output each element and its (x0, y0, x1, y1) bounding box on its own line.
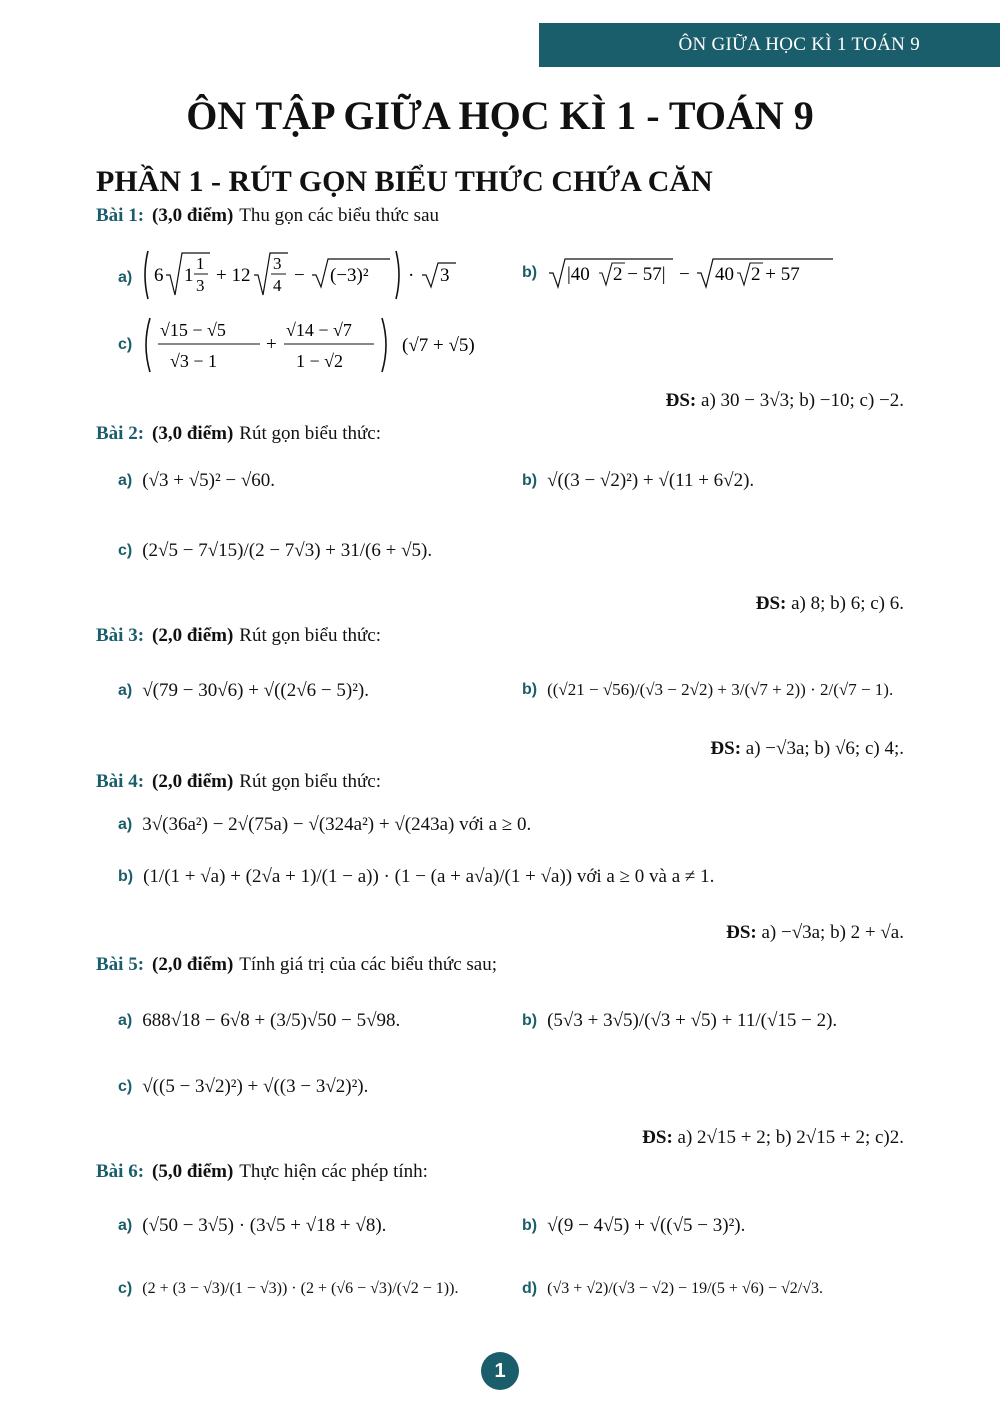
svg-text:3: 3 (196, 276, 205, 295)
item-label: a) (118, 472, 133, 489)
problem-6-heading (96, 1161, 428, 1183)
problem-6-item-a (118, 1215, 386, 1237)
problem-5-item-c (118, 1076, 368, 1098)
svg-text:4: 4 (273, 276, 282, 295)
answer-label: ĐS: (642, 1127, 673, 1148)
problem-6-item-d (522, 1280, 823, 1298)
problem-label: Bài 5: (96, 954, 145, 975)
svg-text:+: + (266, 334, 277, 355)
problem-points: (2,0 điểm) (152, 625, 234, 646)
item-expression: (√3 + √2)/(√3 − √2) − 19/(5 + √6) − √2/√3. (547, 1280, 823, 1297)
item-label: b) (522, 472, 538, 489)
svg-text:(√7 + √5): (√7 + √5) (402, 335, 475, 356)
problem-5-item-a (118, 1010, 400, 1032)
problem-points: (5,0 điểm) (152, 1161, 234, 1182)
problem-2-answer (756, 593, 904, 615)
problem-5-item-b (522, 1010, 837, 1032)
answer-label: ĐS: (665, 390, 697, 411)
item-label: a) (118, 816, 133, 833)
page-number-badge: 1 (481, 1352, 519, 1390)
svg-text:√3 − 1: √3 − 1 (170, 351, 218, 371)
item-expression: √((3 − √2)²) + √(11 + 6√2). (547, 470, 755, 491)
problem-1-answer (666, 390, 904, 412)
item-expression: (1/(1 + √a) + (2√a + 1)/(1 − a)) · (1 − (a + a√a)/(1 + √a)) với a ≥ 0 và a ≠ 1. (143, 866, 715, 887)
svg-text:1: 1 (184, 265, 194, 286)
problem-text: Thực hiện các phép tính: (239, 1161, 428, 1182)
item-label: c) (118, 336, 133, 353)
item-expression: √(9 − 4√5) + √((√5 − 3)²). (547, 1215, 746, 1236)
item-expression: ((√21 − √56)/(√3 − 2√2) + 3/(√7 + 2)) · 2/(√7 − 1). (547, 680, 894, 699)
answer-text: a) 30 − 3√3; b) −10; c) −2. (701, 390, 904, 411)
problem-3-item-b (522, 680, 893, 700)
item-expression: (√3 + √5)² − √60. (142, 470, 276, 491)
math-expression-svg (547, 255, 837, 291)
item-label: b) (522, 681, 538, 698)
svg-text:3: 3 (440, 265, 450, 286)
answer-text: a) −√3a; b) √6; c) 4;. (745, 738, 904, 759)
problem-2-item-b (522, 470, 754, 492)
svg-text:40: 40 (715, 264, 735, 285)
item-label: c) (118, 542, 133, 559)
problem-text: Rút gọn biểu thức: (239, 771, 381, 792)
answer-label: ĐS: (755, 593, 787, 614)
answer-text: a) −√3a; b) 2 + √a. (761, 922, 904, 943)
item-label: b) (522, 264, 538, 281)
item-expression: √((5 − 3√2)²) + √((3 − 3√2)²). (142, 1076, 369, 1097)
header-tag: ÔN GIỮA HỌC KÌ 1 TOÁN 9 (539, 23, 1000, 67)
svg-text:3: 3 (273, 254, 282, 273)
svg-text:√14 − √7: √14 − √7 (286, 320, 353, 340)
problem-4-heading (96, 771, 381, 793)
problem-2-item-c (118, 540, 432, 562)
item-label: a) (118, 1217, 133, 1234)
item-expression: 688√18 − 6√8 + (3/5)√50 − 5√98. (142, 1010, 401, 1031)
item-expression: (2√5 − 7√15)/(2 − 7√3) + 31/(6 + √5). (142, 540, 433, 561)
svg-text:1 − √2: 1 − √2 (296, 351, 344, 371)
item-expression (142, 245, 482, 311)
problem-points: (3,0 điểm) (152, 205, 234, 226)
item-label: b) (522, 1217, 538, 1234)
answer-label: ĐS: (726, 922, 757, 943)
item-expression: (5√3 + 3√5)/(√3 + √5) + 11/(√15 − 2). (547, 1010, 838, 1031)
problem-2-heading (96, 423, 381, 445)
problem-points: (2,0 điểm) (152, 771, 234, 792)
svg-text:2 + 57: 2 + 57 (751, 264, 800, 285)
item-label: b) (118, 868, 134, 885)
item-expression: (2 + (3 − √3)/(1 − √3)) · (2 + (√6 − √3)/(√2 − 1)). (142, 1280, 459, 1297)
svg-text:−: − (294, 265, 305, 286)
problem-3-answer (710, 738, 904, 760)
svg-text:1: 1 (196, 254, 205, 273)
item-label: a) (118, 269, 133, 286)
problem-label: Bài 6: (96, 1161, 145, 1182)
problem-3-item-a (118, 680, 369, 702)
item-label: a) (118, 682, 133, 699)
problem-points: (3,0 điểm) (152, 423, 234, 444)
math-expression-svg (142, 314, 522, 376)
problem-text: Rút gọn biểu thức: (239, 423, 381, 444)
problem-text: Thu gọn các biểu thức sau (239, 205, 440, 226)
item-expression: 3√(36a²) − 2√(75a) − √(324a²) + √(243a) với a ≥ 0. (142, 814, 532, 835)
problem-1-heading (96, 205, 439, 227)
problem-label: Bài 1: (96, 205, 145, 226)
item-label: a) (118, 1012, 133, 1029)
item-expression: (√50 − 3√5) · (3√5 + √18 + √8). (142, 1215, 387, 1236)
problem-5-answer (642, 1127, 904, 1149)
svg-text:·: · (408, 265, 415, 286)
problem-3-heading (96, 625, 381, 647)
svg-text:√15 − √5: √15 − √5 (160, 320, 227, 340)
problem-2-item-a (118, 470, 275, 492)
problem-text: Tính giá trị của các biểu thức sau; (239, 954, 498, 975)
problem-label: Bài 4: (96, 771, 145, 792)
problem-5-heading (96, 954, 497, 976)
problem-label: Bài 3: (96, 625, 145, 646)
svg-text:(−3)²: (−3)² (330, 265, 369, 286)
problem-1-item-a (118, 245, 482, 311)
svg-text:−: − (679, 264, 690, 285)
svg-text:6: 6 (154, 265, 164, 286)
item-expression: √(79 − 30√6) + √((2√6 − 5)²). (142, 680, 370, 701)
problem-points: (2,0 điểm) (152, 954, 234, 975)
math-expression-svg (142, 245, 482, 305)
problem-4-answer (726, 922, 904, 944)
item-label: c) (118, 1280, 133, 1297)
page-title: ÔN TẬP GIỮA HỌC KÌ 1 - TOÁN 9 (186, 93, 814, 138)
svg-text:2 − 57|: 2 − 57| (613, 264, 666, 285)
item-label: d) (522, 1280, 538, 1297)
svg-text:|40: |40 (567, 264, 590, 285)
problem-label: Bài 2: (96, 423, 145, 444)
section-heading: PHẦN 1 - RÚT GỌN BIỂU THỨC CHỨA CĂN (96, 165, 713, 198)
answer-text: a) 8; b) 6; c) 6. (791, 593, 904, 614)
problem-4-item-a (118, 814, 531, 836)
svg-text:+ 12: + 12 (216, 265, 251, 286)
problem-text: Rút gọn biểu thức: (239, 625, 381, 646)
answer-label: ĐS: (710, 738, 742, 759)
problem-6-item-c (118, 1280, 458, 1298)
problem-4-item-b (118, 866, 714, 888)
answer-text: a) 2√15 + 2; b) 2√15 + 2; c)2. (677, 1127, 904, 1148)
problem-1-item-b (522, 255, 837, 291)
problem-1-item-c (118, 314, 522, 376)
problem-6-item-b (522, 1215, 745, 1237)
item-label: c) (118, 1078, 133, 1095)
item-label: b) (522, 1012, 538, 1029)
